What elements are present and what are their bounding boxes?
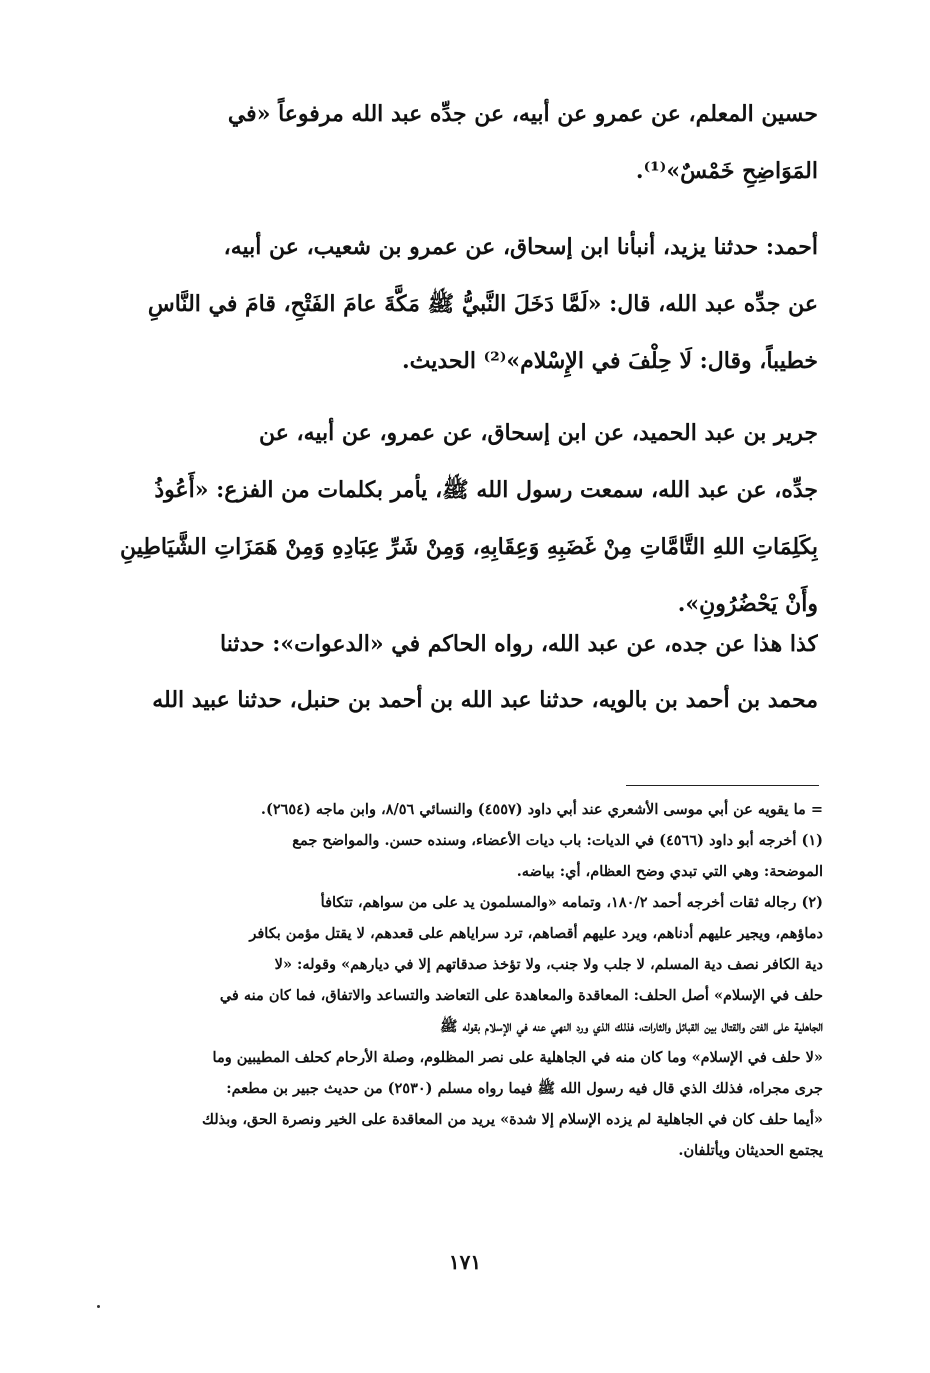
footnote-line: «لا حلف في الإسلام» وما كان منه في الجاهلية على نصر المظلوم، وصلة الأرحام كحلف المطيبين وما xyxy=(212,1049,823,1066)
text-line: محمد بن أحمد بن بالويه، حدثنا عبد الله بن أحمد بن حنبل، حدثنا عبيد الله xyxy=(152,687,818,713)
text-line: عن جدِّه عبد الله، قال: «لَمَّا دَخَلَ النَّبيُّ ﷺ مَكَّةَ عامَ الفَتْحِ، قامَ في النَّاسِ xyxy=(147,291,818,317)
footnote-line: حلف في الإسلام» أصل الحلف: المعاقدة والمعاهدة على التعاضد والتساعد والاتفاق، فما كان منه في xyxy=(219,987,823,1004)
footnote-separator xyxy=(626,785,819,786)
text-line: أحمد: حدثنا يزيد، أنبأنا ابن إسحاق، عن عمرو بن شعيب، عن أبيه، xyxy=(223,234,818,260)
footnote-line: الجاهلية على الفتن والقتال بين القبائل والثارات، فذلك الذي ورد النهي عنه في الإسلام بقوله ﷺ xyxy=(440,1018,823,1035)
text-line: وأَنْ يَحْضُرُونِ». xyxy=(677,591,818,617)
hadith-paragraph-1 xyxy=(118,86,818,200)
hadith-paragraph-3 xyxy=(118,405,818,633)
footnote-line: (١) أخرجه أبو داود (٤٥٦٦) في الديات: باب ديات الأعضاء، وسنده حسن. والمواضح جمع xyxy=(292,832,823,849)
hadith-paragraph-2 xyxy=(118,219,818,390)
text-line: كذا هذا عن جده، عن عبد الله، رواه الحاكم في «الدعوات»: حدثنا xyxy=(220,631,818,657)
text-line: جدِّه، عن عبد الله، سمعت رسول الله ﷺ، يأمر بكلمات من الفزع: «أَعُوذُ xyxy=(154,477,818,503)
text-line: جرير بن عبد الحميد، عن ابن إسحاق، عن عمرو، عن أبيه، عن xyxy=(258,420,818,446)
text-line: المَوَاضِحِ خَمْسٌ»⁽¹⁾. xyxy=(635,158,818,184)
footnote-line: يجتمع الحديثان ويأتلفان. xyxy=(678,1142,823,1159)
page-number: ١٧١ xyxy=(448,1250,482,1274)
text-line: خطيباً، وقال: لَا حِلْفَ في الإِسْلام»⁽²⁾ الحديث. xyxy=(402,348,818,374)
text-line: حسين المعلم، عن عمرو عن أبيه، عن جدِّه عبد الله مرفوعاً «في xyxy=(227,101,818,127)
footnote-line: «أيما حلف كان في الجاهلية لم يزده الإسلام إلا شدة» يريد من المعاقدة على الخير ونصرة الحق، وبذلك xyxy=(202,1111,823,1128)
footnote-line: جرى مجراه، فذلك الذي قال فيه رسول الله ﷺ فيما رواه مسلم (٢٥٣٠) من حديث جبير بن مطعم: xyxy=(226,1080,823,1097)
footnote-line: دية الكافر نصف دية المسلم، لا جلب ولا جنب، ولا تؤخذ صدقاتهم إلا في ديارهم» وقوله: «لا xyxy=(274,956,823,973)
footnote-line: دماؤهم، ويجير عليهم أدناهم، ويرد عليهم أقصاهم، ترد سراياهم على قعدهم، لا يقتل مؤمن بكافر xyxy=(249,925,823,942)
scan-speck xyxy=(97,1305,100,1308)
footnote-line: الموضحة: وهي التي تبدي وضح العظام، أي: بياضه. xyxy=(516,863,823,880)
text-line: بِكَلِمَاتِ اللهِ التَّامَّاتِ مِنْ غَضَبِهِ وَعِقَابِهِ، وَمِنْ شَرِّ عِبَادِهِ وَمِنْ هَمَزَاتِ الشَّيَاطِينِ xyxy=(120,534,818,560)
footnote-line: (٢) رجاله ثقات أخرجه أحمد ١٨٠/٢، وتمامه «والمسلمون يد على من سواهم، تتكافأ xyxy=(320,894,823,911)
hadith-paragraph-4 xyxy=(118,616,818,728)
footnotes xyxy=(118,794,823,1166)
footnote-line: = ما يقويه عن أبي موسى الأشعري عند أبي داود (٤٥٥٧) والنسائي ٨/٥٦، وابن ماجه (٢٦٥٤). xyxy=(260,801,823,818)
